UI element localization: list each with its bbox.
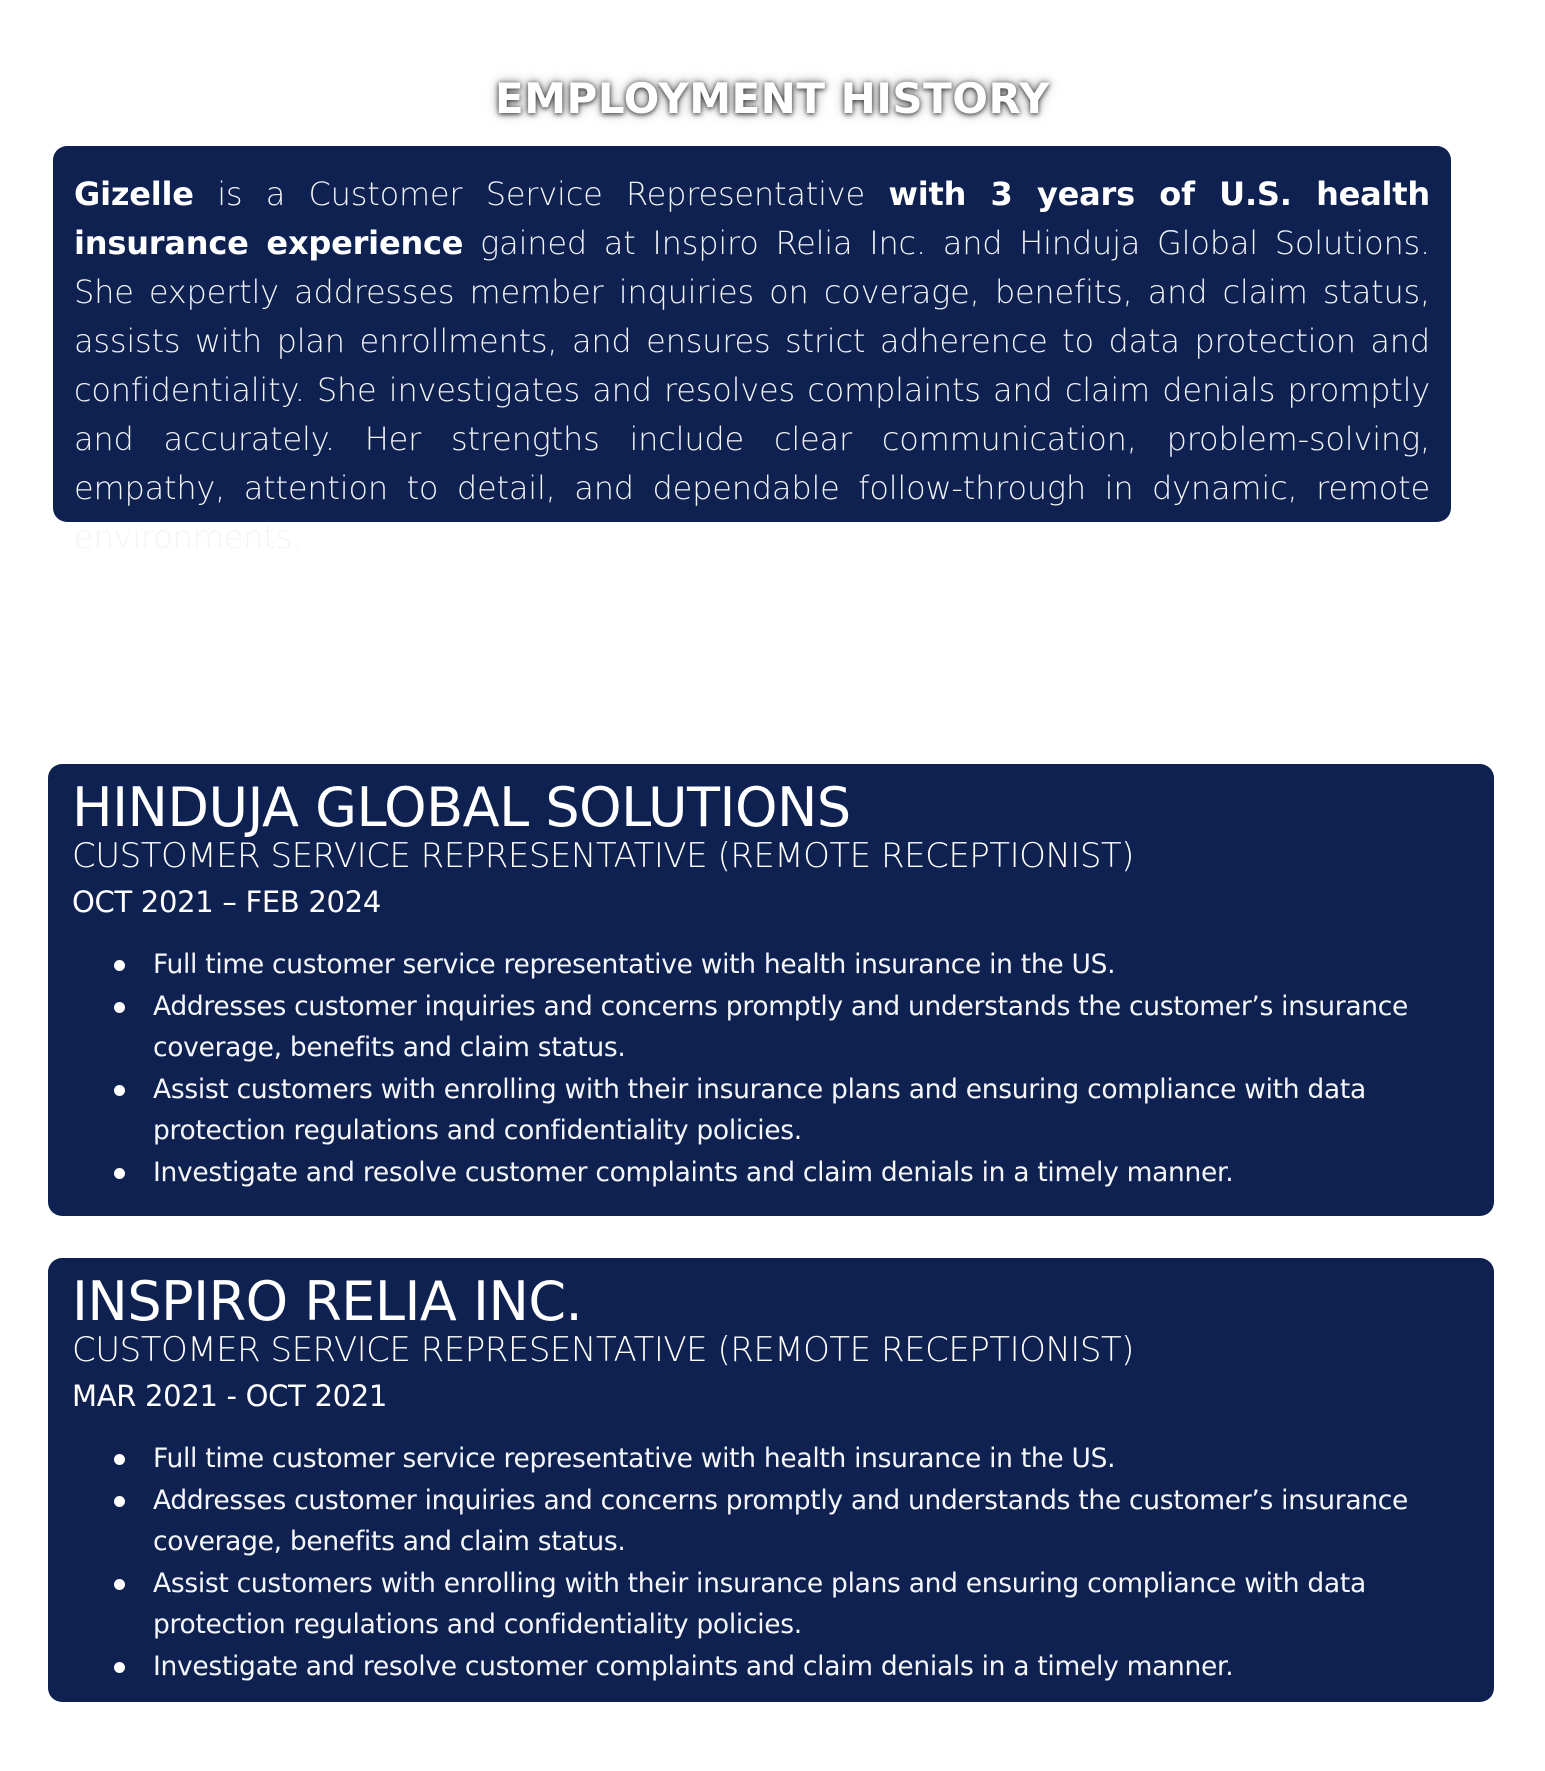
bullet-icon: [114, 1579, 125, 1590]
job-bullet-text: Addresses customer inquiries and concerns promptly and understands the customer’s insurance coverage, benefits and claim status.: [153, 1484, 1409, 1557]
job-bullet-text: Investigate and resolve customer complaints and claim denials in a timely manner.: [153, 1650, 1234, 1682]
summary-name: Gizelle: [74, 175, 194, 213]
job-card-inspiro: [48, 1258, 1494, 1702]
summary-text-part-1: is a Customer Service Representative: [193, 175, 889, 213]
job-bullet: [129, 1480, 1470, 1563]
job-bullet: [129, 1646, 1470, 1688]
bullet-icon: [114, 1002, 125, 1013]
bullet-icon: [114, 1496, 125, 1507]
bullet-icon: [114, 1085, 125, 1096]
job-bullet: [129, 1069, 1470, 1152]
summary-text-part-2: gained at Inspiro Relia Inc. and Hinduja Global Solutions. She expertly addresses member inquiries on coverage, benefits, and claim status, assists with plan enrollments, and ensures strict adherence to data protection and confidentiality. She investigates and resolves complaints and claim denials promptly and accurately. Her strengths include clear communication, problem-solving, empathy, attention to detail, and dependable follow-through in dynamic, remote environments.: [74, 224, 1430, 556]
job-role: CUSTOMER SERVICE REPRESENTATIVE (REMOTE RECEPTIONIST): [72, 1330, 1134, 1370]
job-bullet-text: Investigate and resolve customer complaints and claim denials in a timely manner.: [153, 1156, 1234, 1188]
job-bullet-text: Full time customer service representative with health insurance in the US.: [153, 949, 1116, 980]
job-bullet: [129, 1152, 1470, 1194]
job-bullet-list: [72, 1438, 1470, 1687]
job-bullet-text: Addresses customer inquiries and concerns promptly and understands the customer’s insurance coverage, benefits and claim status.: [153, 990, 1409, 1063]
summary-text: [74, 170, 1430, 562]
bullet-icon: [114, 1168, 125, 1179]
summary-card: [53, 146, 1451, 556]
summary-highlight: with 3 years of U.S. health insurance experience: [74, 175, 1430, 262]
job-bullet: [129, 986, 1470, 1069]
job-role: CUSTOMER SERVICE REPRESENTATIVE (REMOTE RECEPTIONIST): [72, 836, 1134, 876]
job-bullet-text: Full time customer service representative with health insurance in the US.: [153, 1443, 1116, 1474]
bullet-icon: [114, 960, 125, 971]
bullet-icon: [114, 1454, 125, 1465]
job-bullet-text: Assist customers with enrolling with their insurance plans and ensuring compliance with data protection regulations and confidentiality policies.: [153, 1073, 1366, 1146]
job-bullet-list: [72, 944, 1470, 1193]
job-dates: OCT 2021 – FEB 2024: [72, 885, 381, 919]
section-title: EMPLOYMENT HISTORY: [495, 74, 1050, 123]
job-card-hinduja: [48, 764, 1494, 1216]
company-name: INSPIRO RELIA INC.: [72, 1270, 583, 1333]
company-name: HINDUJA GLOBAL SOLUTIONS: [72, 776, 851, 839]
job-dates: MAR 2021 - OCT 2021: [72, 1379, 388, 1413]
job-bullet: [129, 944, 1470, 986]
job-bullet: [129, 1438, 1470, 1480]
job-bullet-text: Assist customers with enrolling with their insurance plans and ensuring compliance with data protection regulations and confidentiality policies.: [153, 1567, 1366, 1640]
job-bullet: [129, 1563, 1470, 1646]
bullet-icon: [114, 1662, 125, 1673]
